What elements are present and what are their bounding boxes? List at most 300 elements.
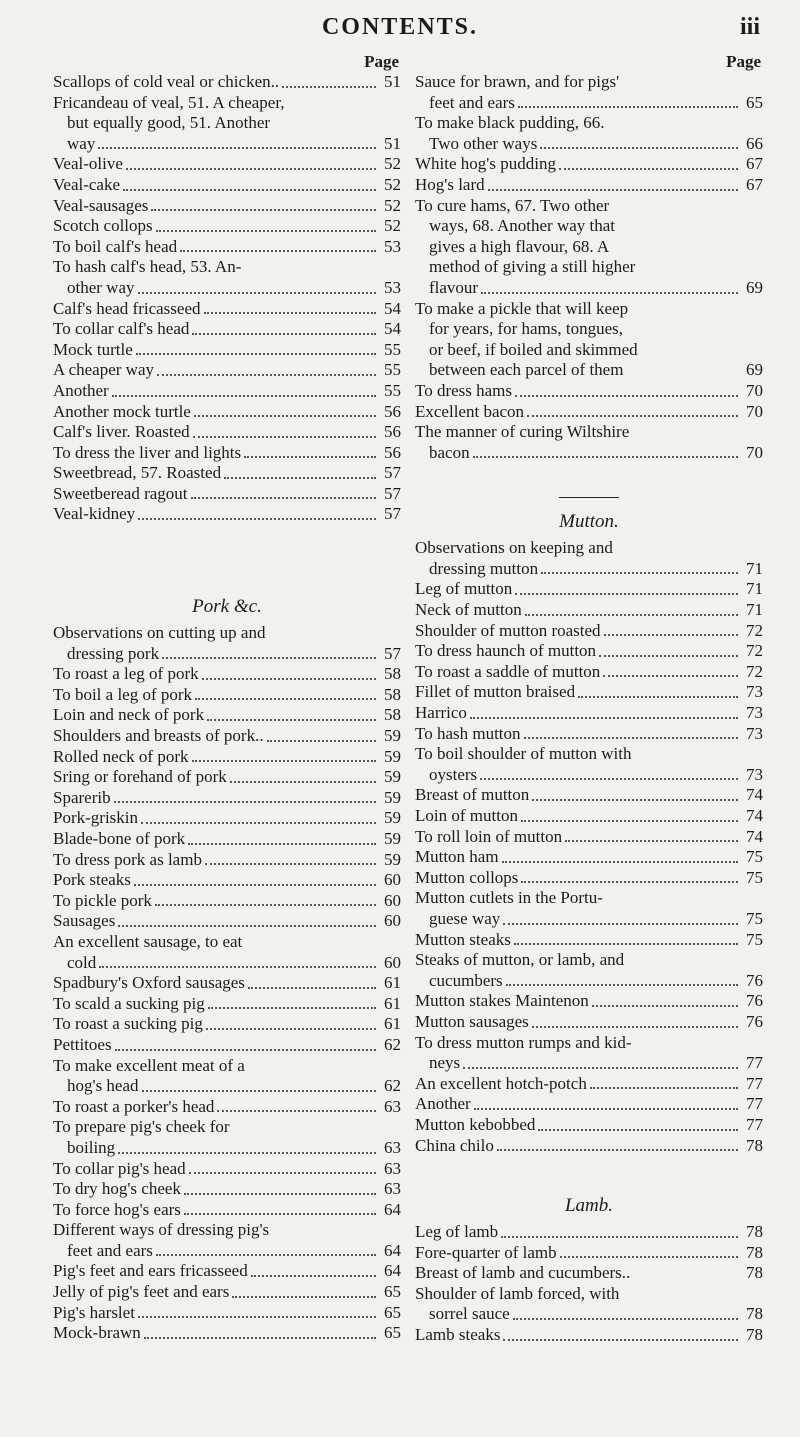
toc-entry	[415, 991, 763, 1012]
dot-leader	[474, 1108, 738, 1110]
entry-text: To force hog's ears	[53, 1199, 181, 1219]
toc-entry	[415, 1053, 763, 1074]
entry-page-number: 60	[384, 870, 401, 890]
entry-text: method of giving a still higher	[429, 257, 636, 277]
entry-page-number: 53	[384, 277, 401, 297]
toc-entry	[415, 1304, 763, 1325]
toc-list	[415, 72, 763, 463]
toc-entry	[53, 175, 401, 196]
toc-entry	[53, 402, 401, 423]
dot-leader	[118, 1152, 376, 1154]
entry-text: To roast a saddle of mutton	[415, 661, 601, 681]
page-title: CONTENTS.	[321, 14, 479, 40]
entry-text: Mutton sausages	[415, 1011, 529, 1031]
entry-page-number: 74	[746, 785, 763, 805]
entry-text: dressing mutton	[429, 558, 539, 578]
dot-leader	[184, 1213, 376, 1215]
entry-page-number: 76	[746, 970, 763, 990]
entry-page-number: 71	[746, 600, 763, 620]
entry-text: Sweetberead ragout	[53, 483, 188, 503]
dot-leader	[538, 1129, 738, 1131]
toc-entry	[53, 216, 401, 237]
dot-leader	[521, 881, 738, 883]
entry-page-number: 52	[384, 154, 401, 174]
dot-leader	[98, 147, 376, 149]
entry-text: To boil calf's head	[53, 236, 178, 256]
entry-text: feet and ears	[67, 1240, 153, 1260]
entry-page-number: 78	[746, 1304, 763, 1324]
entry-page-number: 73	[746, 703, 763, 723]
section-divider	[559, 497, 619, 498]
toc-entry	[53, 1076, 401, 1097]
entry-page-number: 78	[746, 1242, 763, 1262]
dot-leader	[248, 987, 376, 989]
entry-page-number: 77	[746, 1114, 763, 1134]
entry-text: To dress haunch of mutton	[415, 641, 597, 661]
toc-entry	[415, 1222, 763, 1243]
toc-entry	[415, 1136, 763, 1157]
toc-entry	[53, 237, 401, 258]
entry-text: Mock-brawn	[53, 1323, 141, 1343]
toc-entry	[53, 767, 401, 788]
dot-leader	[191, 497, 376, 499]
toc-entry	[415, 93, 763, 114]
entry-text: Scotch collops	[53, 216, 153, 236]
entry-text: or beef, if boiled and skimmed	[429, 339, 638, 359]
toc-entry	[415, 340, 763, 361]
toc-entry	[53, 360, 401, 381]
toc-entry	[415, 278, 763, 299]
dot-leader	[525, 614, 738, 616]
entry-text: sorrel sauce	[429, 1304, 510, 1324]
entry-page-number: 56	[384, 442, 401, 462]
entry-text: To dress hams	[415, 380, 513, 400]
entry-text: Jelly of pig's feet and ears	[53, 1282, 230, 1302]
entry-text: Loin and neck of pork	[53, 705, 205, 725]
entry-text: guese way	[429, 908, 501, 928]
toc-entry	[53, 644, 401, 665]
toc-entry	[415, 600, 763, 621]
section-title-lamb: Lamb.	[564, 1195, 614, 1217]
dot-leader	[115, 1049, 376, 1051]
entry-page-number: 65	[384, 1302, 401, 1322]
toc-entry	[53, 1241, 401, 1262]
toc-entry	[53, 113, 401, 134]
entry-text: flavour	[429, 277, 479, 297]
toc-entry	[415, 662, 763, 683]
section-title-mutton: Mutton.	[559, 511, 619, 533]
toc-entry	[415, 950, 763, 971]
entry-text: Loin of mutton	[415, 806, 518, 825]
entry-text: Mutton kebobbed	[415, 1114, 536, 1134]
toc-entry	[415, 888, 763, 909]
entry-text: Spadbury's Oxford sausages	[53, 973, 245, 993]
toc-entry	[53, 1097, 401, 1118]
toc-entry	[415, 909, 763, 930]
dot-leader	[157, 374, 376, 376]
dot-leader	[126, 168, 376, 170]
toc-list	[53, 72, 401, 525]
entry-text: Shoulders and breasts of pork..	[53, 726, 264, 746]
dot-leader	[565, 840, 738, 842]
toc-entry	[53, 1261, 401, 1282]
toc-entry	[415, 237, 763, 258]
dot-leader	[155, 904, 376, 906]
toc-entry	[415, 847, 763, 868]
entry-page-number: 55	[384, 339, 401, 359]
dot-leader	[138, 292, 376, 294]
dot-leader	[232, 1296, 376, 1298]
entry-page-number: 61	[384, 973, 401, 993]
toc-entry	[53, 1179, 401, 1200]
entry-text: Sausages	[53, 911, 116, 931]
dot-leader	[192, 333, 376, 335]
toc-entry	[415, 724, 763, 745]
entry-text: Different ways of dressing pig's	[53, 1220, 270, 1240]
toc-entry	[415, 381, 763, 402]
entry-page-number: 53	[384, 236, 401, 256]
entry-text: To roast a sucking pig	[53, 1014, 203, 1034]
toc-entry	[415, 868, 763, 889]
entry-text: Neck of mutton	[415, 600, 522, 620]
entry-page-number: 69	[746, 277, 763, 297]
toc-entry	[53, 973, 401, 994]
entry-text: To hash mutton	[415, 723, 521, 743]
entry-text: cucumbers	[429, 970, 503, 990]
toc-entry	[415, 154, 763, 175]
toc-entry	[53, 381, 401, 402]
entry-page-number: 72	[746, 641, 763, 661]
toc-entry	[415, 1263, 763, 1284]
entry-text: Veal-cake	[53, 174, 121, 194]
toc-entry	[415, 641, 763, 662]
dot-leader	[204, 312, 377, 314]
page-column-label: Page	[364, 52, 399, 71]
entry-page-number: 58	[384, 684, 401, 704]
entry-text: To make black pudding, 66.	[415, 113, 605, 133]
entry-text: Hog's lard	[415, 174, 485, 194]
entry-page-number: 78	[746, 1135, 763, 1155]
dot-leader	[195, 698, 376, 700]
entry-text: To boil shoulder of mutton with	[415, 744, 632, 764]
dot-leader	[603, 675, 738, 677]
dot-leader	[514, 943, 738, 945]
toc-entry	[53, 504, 401, 525]
entry-page-number: 78	[746, 1263, 763, 1283]
dot-leader	[541, 572, 738, 574]
entry-page-number: 63	[384, 1179, 401, 1199]
toc-entry	[415, 806, 763, 827]
entry-page-number: 70	[746, 442, 763, 462]
entry-text: To roast a leg of pork	[53, 664, 199, 684]
entry-page-number: 77	[746, 1094, 763, 1114]
toc-entry	[415, 1115, 763, 1136]
toc-entry	[53, 340, 401, 361]
entry-page-number: 61	[384, 1014, 401, 1034]
entry-text: Pork steaks	[53, 870, 131, 890]
entry-text: Excellent bacon	[415, 401, 525, 421]
entry-page-number: 52	[384, 216, 401, 236]
toc-entry	[53, 1303, 401, 1324]
entry-text: other way	[67, 277, 135, 297]
entry-page-number: 71	[746, 558, 763, 578]
toc-entry	[53, 726, 401, 747]
entry-text: ways, 68. Another way that	[429, 216, 616, 236]
entry-page-number: 77	[746, 1073, 763, 1093]
entry-text: dressing pork	[67, 643, 160, 663]
toc-entry	[53, 829, 401, 850]
dot-leader	[123, 189, 376, 191]
dot-leader	[144, 1337, 376, 1339]
entry-text: Mutton stakes Maintenon	[415, 991, 589, 1011]
dot-leader	[503, 1339, 738, 1341]
toc-list	[415, 538, 763, 1156]
dot-leader	[184, 1193, 376, 1195]
toc-entry	[53, 911, 401, 932]
entry-page-number: 59	[384, 849, 401, 869]
dot-leader	[480, 778, 738, 780]
toc-entry	[415, 765, 763, 786]
entry-page-number: 60	[384, 911, 401, 931]
toc-entry	[53, 1200, 401, 1221]
entry-text: Breast of mutton	[415, 785, 530, 805]
entry-page-number: 52	[384, 174, 401, 194]
toc-entry	[53, 1035, 401, 1056]
dot-leader	[114, 801, 376, 803]
entry-text: To make a pickle that will keep	[415, 298, 629, 318]
dot-leader	[599, 655, 738, 657]
toc-entry	[415, 785, 763, 806]
dot-leader	[224, 477, 376, 479]
entry-text: Shoulder of mutton roasted	[415, 620, 601, 640]
toc-entry	[415, 319, 763, 340]
toc-entry	[53, 1159, 401, 1180]
entry-text: To prepare pig's cheek for	[53, 1117, 230, 1137]
page-header	[0, 10, 800, 50]
toc-entry	[53, 788, 401, 809]
entry-text: Mutton cutlets in the Portu-	[415, 888, 603, 908]
entry-text: Sring or forehand of pork	[53, 767, 227, 787]
entry-text: To scald a sucking pig	[53, 993, 205, 1013]
toc-entry	[415, 196, 763, 217]
entry-text: A cheaper way	[53, 360, 155, 380]
toc-entry	[415, 1033, 763, 1054]
toc-entry	[53, 870, 401, 891]
toc-entry	[53, 1117, 401, 1138]
toc-entry	[415, 257, 763, 278]
entry-text: Veal-olive	[53, 154, 123, 174]
dot-leader	[156, 1254, 376, 1256]
entry-text: To dry hog's cheek	[53, 1179, 181, 1199]
dot-leader	[138, 1316, 376, 1318]
dot-leader	[540, 147, 738, 149]
entry-text: Pettitoes	[53, 1034, 112, 1054]
toc-entry	[53, 319, 401, 340]
dot-leader	[99, 966, 376, 968]
toc-entry	[53, 1323, 401, 1344]
toc-entry	[415, 1012, 763, 1033]
dot-leader	[501, 1236, 738, 1238]
dot-leader	[141, 822, 376, 824]
entry-text: Observations on keeping and	[415, 538, 613, 558]
dot-leader	[230, 781, 376, 783]
dot-leader	[578, 696, 738, 698]
entry-page-number: 60	[384, 952, 401, 972]
toc-entry	[53, 196, 401, 217]
entry-text: Fricandeau of veal, 51. A cheaper,	[53, 92, 285, 112]
dot-leader	[481, 292, 738, 294]
toc-entry	[415, 559, 763, 580]
entry-text: Mutton collops	[415, 867, 519, 887]
toc-entry	[415, 579, 763, 600]
dot-leader	[592, 1005, 738, 1007]
entry-text: An excellent hotch-potch	[415, 1073, 587, 1093]
entry-page-number: 61	[384, 993, 401, 1013]
entry-text: Veal-sausages	[53, 195, 149, 215]
entry-text: To boil a leg of pork	[53, 684, 193, 704]
entry-page-number: 65	[746, 92, 763, 112]
dot-leader	[604, 634, 738, 636]
entry-text: Two other ways	[429, 133, 538, 153]
entry-page-number: 72	[746, 620, 763, 640]
toc-entry	[53, 484, 401, 505]
entry-text: oysters	[429, 764, 478, 784]
entry-text: Lamb steaks	[415, 1325, 501, 1345]
entry-text: Mutton steaks	[415, 929, 511, 949]
entry-text: Another mock turtle	[53, 401, 191, 421]
dot-leader	[156, 230, 376, 232]
entry-text: Observations on cutting up and	[53, 623, 266, 643]
entry-text: To cure hams, 67. Two other	[415, 195, 610, 215]
toc-entry	[415, 682, 763, 703]
toc-entry	[415, 744, 763, 765]
entry-page-number: 51	[384, 72, 401, 91]
dot-leader	[193, 436, 376, 438]
toc-entry	[53, 278, 401, 299]
entry-page-number: 65	[384, 1323, 401, 1343]
entry-page-number: 62	[384, 1076, 401, 1096]
entry-text: hog's head	[67, 1076, 139, 1096]
toc-entry	[415, 360, 763, 381]
toc-entry	[415, 971, 763, 992]
entry-page-number: 60	[384, 890, 401, 910]
entry-page-number: 78	[746, 1222, 763, 1242]
entry-text: Another	[53, 380, 109, 400]
entry-page-number: 71	[746, 579, 763, 599]
dot-leader	[192, 760, 377, 762]
dot-leader	[532, 799, 738, 801]
dot-leader	[559, 168, 738, 170]
entry-page-number: 57	[384, 643, 401, 663]
toc-entry	[415, 930, 763, 951]
entry-text: Blade-bone of pork	[53, 829, 186, 848]
entry-page-number: 73	[746, 764, 763, 784]
entry-text: To dress mutton rumps and kid-	[415, 1032, 632, 1052]
entry-text: Mutton ham	[415, 847, 499, 867]
toc-entry	[415, 1284, 763, 1305]
entry-page-number: 77	[746, 1053, 763, 1073]
entry-text: To dress pork as lamb	[53, 849, 202, 869]
entry-text: An excellent sausage, to eat	[53, 931, 243, 951]
entry-page-number: 57	[384, 483, 401, 503]
entry-text: Harrico	[415, 703, 467, 723]
toc-entry	[415, 216, 763, 237]
entry-page-number: 56	[384, 422, 401, 442]
toc-entry	[415, 113, 763, 134]
right-column	[415, 52, 763, 1346]
dot-leader	[513, 1318, 738, 1320]
dot-leader	[267, 740, 376, 742]
entry-page-number: 65	[384, 1282, 401, 1302]
entry-page-number: 59	[384, 787, 401, 807]
entry-text: neys	[429, 1053, 461, 1073]
toc-entry	[53, 623, 401, 644]
toc-entry	[415, 402, 763, 423]
entry-page-number: 52	[384, 195, 401, 215]
toc-entry	[415, 538, 763, 559]
entry-text: Mock turtle	[53, 339, 133, 359]
entry-text: for years, for hams, tongues,	[429, 319, 624, 339]
entry-page-number: 67	[746, 154, 763, 174]
dot-leader	[151, 209, 376, 211]
entry-text: Leg of mutton	[415, 579, 513, 599]
dot-leader	[134, 884, 376, 886]
toc-entry	[53, 299, 401, 320]
entry-page-number: 74	[746, 826, 763, 846]
entry-text: feet and ears	[429, 92, 515, 112]
toc-entry	[415, 1074, 763, 1095]
toc-entry	[415, 621, 763, 642]
toc-entry	[415, 1094, 763, 1115]
dot-leader	[244, 456, 376, 458]
toc-entry	[53, 443, 401, 464]
entry-text: To collar pig's head	[53, 1158, 186, 1178]
entry-text: Another	[415, 1094, 471, 1114]
dot-leader	[532, 1026, 738, 1028]
dot-leader	[251, 1275, 376, 1277]
entry-page-number: 75	[746, 908, 763, 928]
entry-page-number: 63	[384, 1137, 401, 1157]
entry-page-number: 64	[384, 1240, 401, 1260]
entry-text: To dress the liver and lights	[53, 442, 242, 462]
dot-leader	[217, 1110, 376, 1112]
toc-entry	[53, 422, 401, 443]
toc-entry	[415, 443, 763, 464]
entry-text: boiling	[67, 1137, 116, 1157]
dot-leader	[118, 925, 376, 927]
dot-leader	[188, 843, 376, 845]
entry-page-number: 59	[384, 767, 401, 787]
toc-entry	[53, 154, 401, 175]
entry-page-number: 75	[746, 929, 763, 949]
entry-text: Steaks of mutton, or lamb, and	[415, 950, 625, 970]
dot-leader	[205, 863, 376, 865]
entry-text: bacon	[429, 442, 470, 462]
entry-text: The manner of curing Wiltshire	[415, 422, 630, 442]
entry-page-number: 54	[384, 319, 401, 339]
entry-page-number: 69	[746, 360, 763, 380]
entry-page-number: 59	[384, 726, 401, 746]
entry-page-number: 76	[746, 1011, 763, 1031]
dot-leader	[515, 395, 738, 397]
dot-leader	[136, 353, 376, 355]
entry-text: To make excellent meat of a	[53, 1055, 245, 1075]
entry-text: Fillet of mutton braised	[415, 682, 576, 702]
entry-page-number: 59	[384, 829, 401, 848]
entry-page-number: 57	[384, 463, 401, 483]
toc-entry	[53, 1056, 401, 1077]
entry-page-number: 78	[746, 1325, 763, 1345]
